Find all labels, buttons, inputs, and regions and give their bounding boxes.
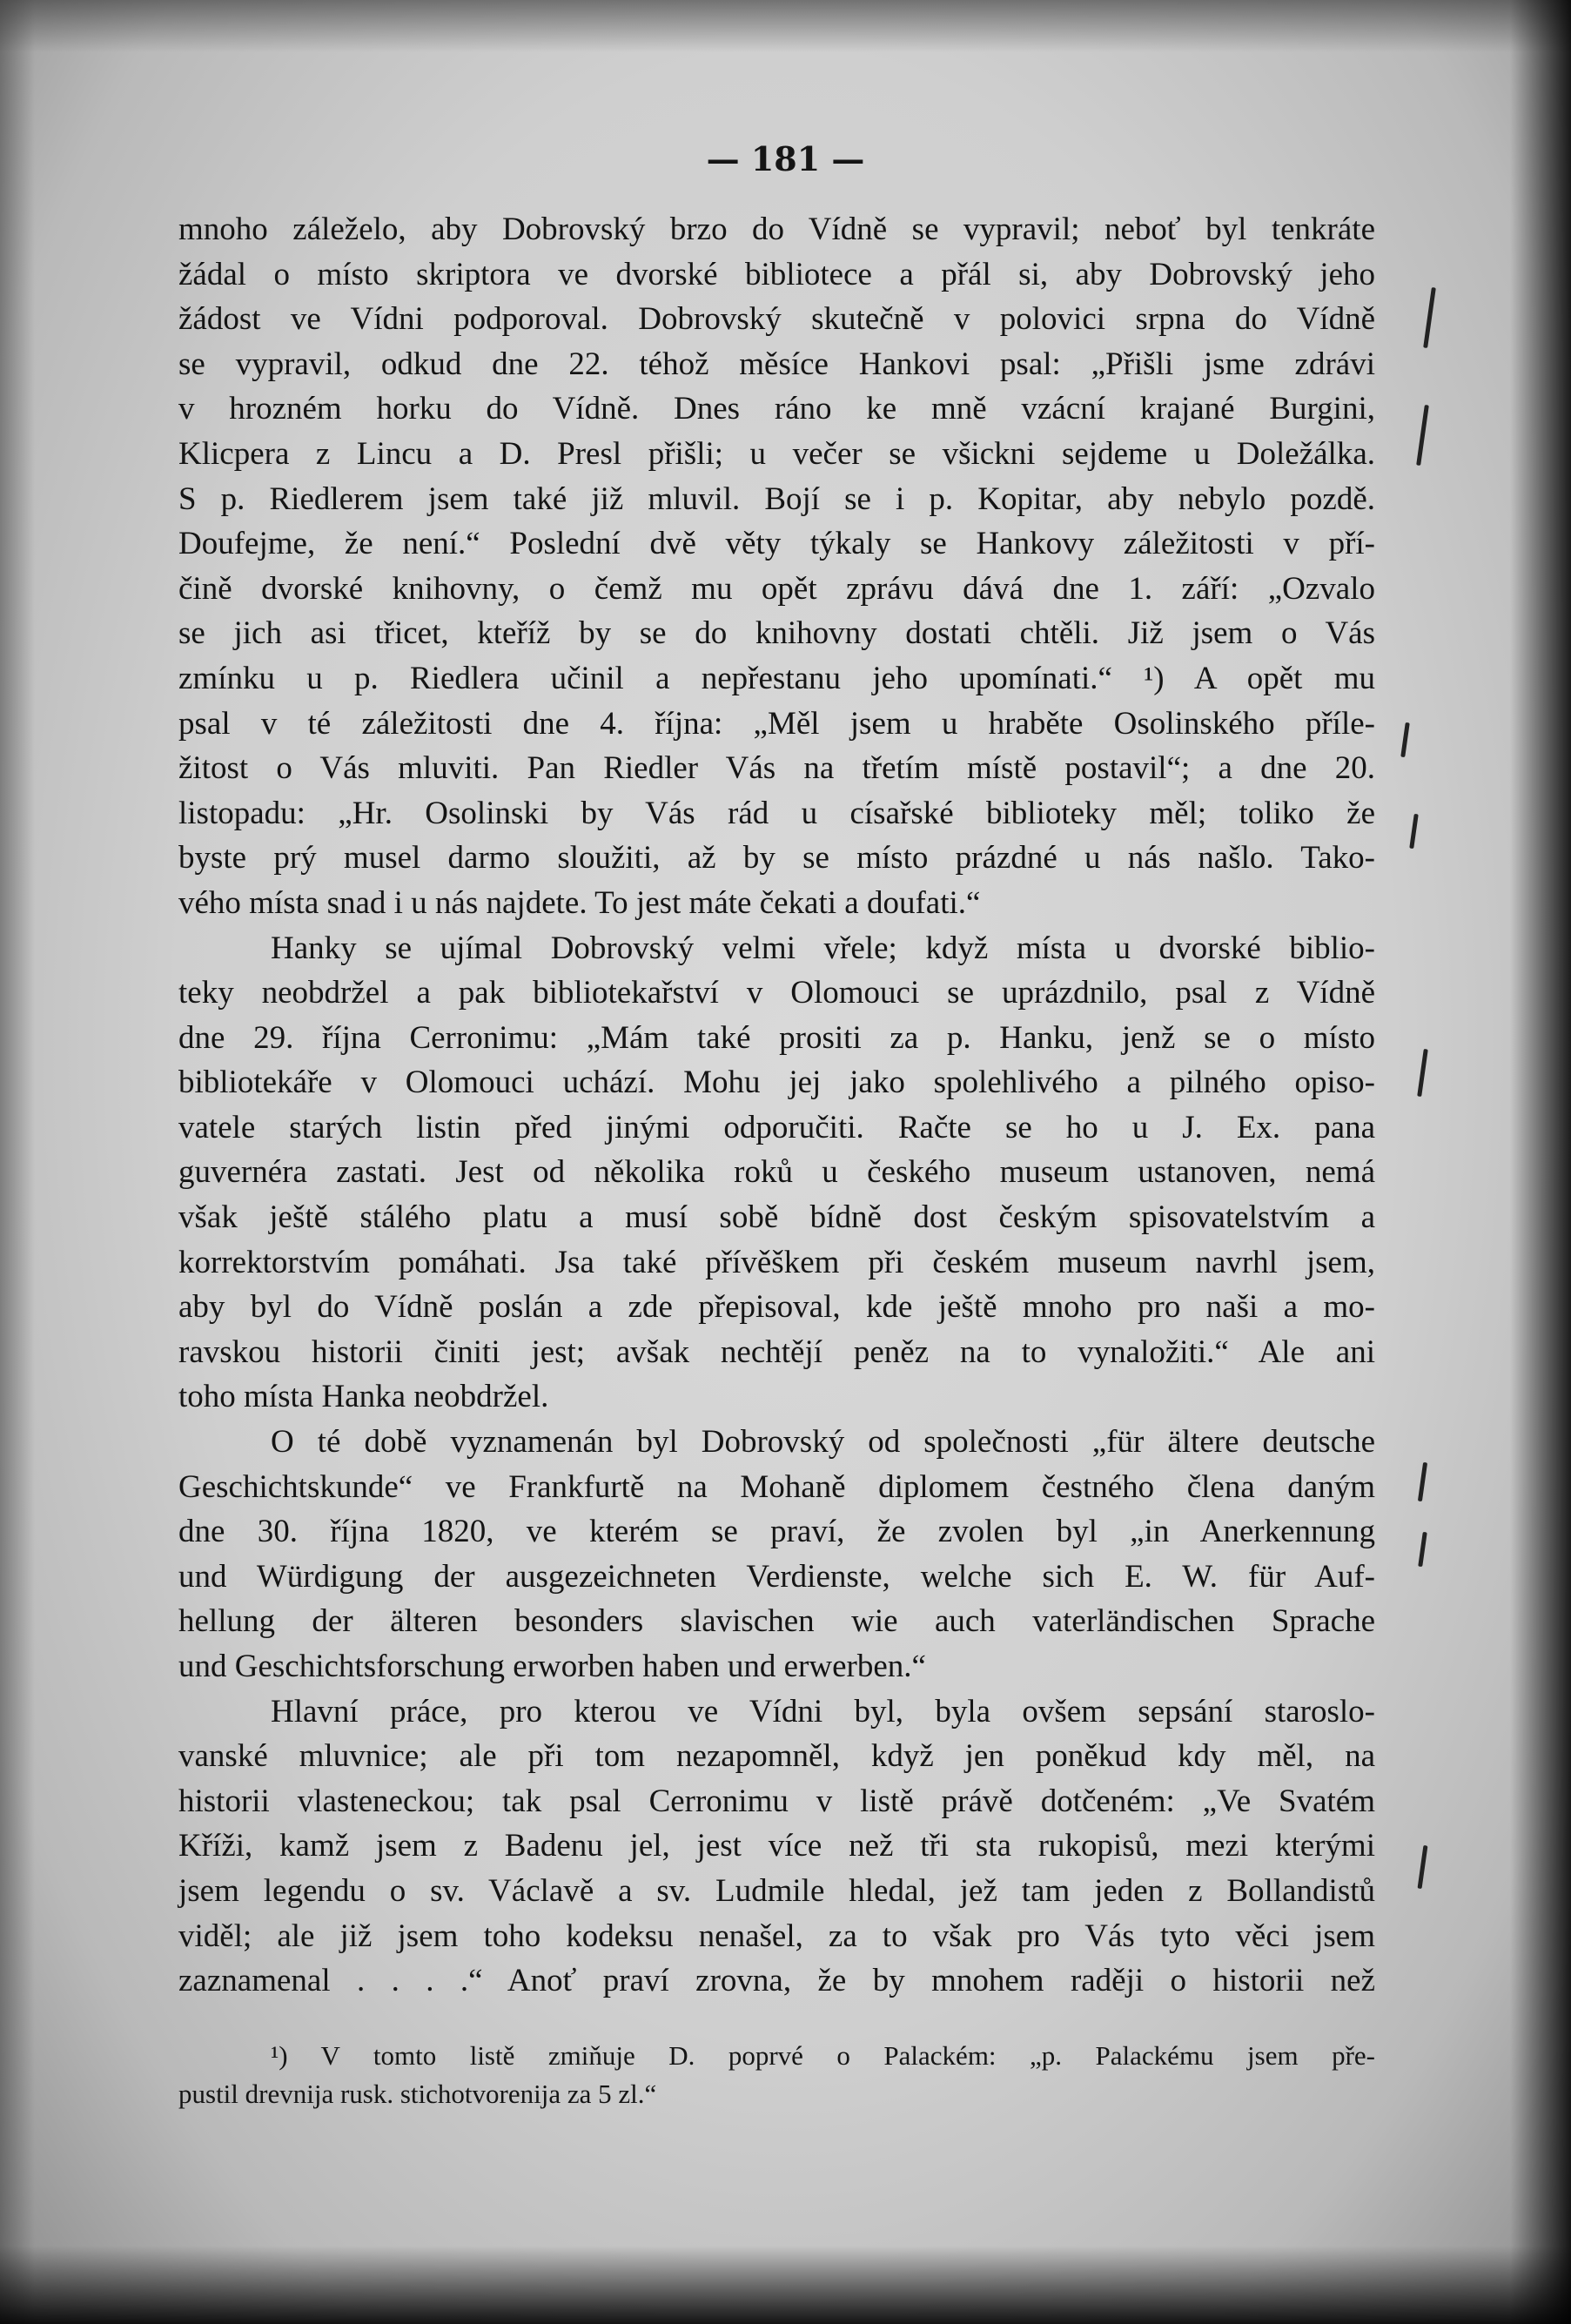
text-line: dne 29. října Cerronimu: „Mám také prositi za p. Hanku, jenž se o místo (178, 1019, 1375, 1056)
margin-pencil-mark (1418, 1532, 1427, 1567)
text-line: historii vlasteneckou; tak psal Cerronimu v listě právě dotčeném: „Ve Svatém (178, 1783, 1375, 1819)
text-line: O té době vyznamenán byl Dobrovský od společnosti „für ältere deutsche (271, 1424, 1375, 1461)
text-line: však ještě stálého platu a musí sobě bídně dost českým spisovatelstvím a (178, 1199, 1375, 1236)
text-line: Kříži, kamž jsem z Badenu jel, jest více než tři sta rukopisů, mezi kterými (178, 1828, 1375, 1864)
margin-pencil-mark (1423, 287, 1436, 348)
text-line: S p. Riedlerem jsem také již mluvil. Bojí se i p. Kopitar, aby nebylo pozdě. (178, 480, 1375, 517)
footnote-line: pustil drevnija rusk. stichotvorenija za 5 zl.“ (178, 2079, 657, 2109)
text-line: zmínku u p. Riedlera učinil a nepřestanu jeho upomínati.“ ¹) A opět mu (178, 660, 1375, 696)
scan-shadow-right (1510, 0, 1571, 2324)
text-line: mnoho záleželo, aby Dobrovský brzo do Vídně se vypravil; neboť byl tenkráte (178, 212, 1375, 247)
text-line: teky neobdržel a pak bibliotekařství v Olomouci se uprázdnilo, psal z Vídně (178, 975, 1375, 1011)
text-line: dne 30. října 1820, ve kterém se praví, že zvolen byl „in Anerkennung (178, 1514, 1375, 1550)
footnotes (178, 2037, 1375, 2113)
text-line: žitost o Vás mluviti. Pan Riedler Vás na třetím místě postavil“; a dne 20. (178, 750, 1375, 787)
footnote-line: ¹) V tomto listě zmiňuje D. poprvé o Palackém: „p. Palackému jsem pře- (271, 2040, 1375, 2071)
text-line: Klicpera z Lincu a D. Presl přišli; u večer se všickni sejdeme u Doležálka. (178, 435, 1375, 472)
margin-pencil-mark (1417, 1049, 1428, 1097)
text-line: hellung der älteren besonders slavischen wie auch vaterländischen Sprache (178, 1603, 1375, 1640)
page-number: — 181 — (706, 139, 865, 178)
text-line: Hlavní práce, pro kterou ve Vídni byl, byla ovšem sepsání staroslo- (271, 1693, 1375, 1730)
text-line: vatele starých listin před jinými odporučiti. Račte se ho u J. Ex. pana (178, 1109, 1375, 1145)
text-line: vého místa snad i u nás najdete. To jest máte čekati a doufati.“ (178, 884, 981, 921)
text-line: se vypravil, odkud dne 22. téhož měsíce Hankovi psal: „Přišli jsme zdrávi (178, 346, 1375, 382)
text-line: toho místa Hanka neobdržel. (178, 1379, 549, 1415)
text-line: Geschichtskunde“ ve Frankfurtě na Mohaně diplomem čestného člena daným (178, 1468, 1375, 1505)
margin-pencil-mark (1418, 1845, 1428, 1889)
text-line: psal v té záležitosti dne 4. října: „Měl jsem u hraběte Osolinského příle- (178, 705, 1375, 742)
scan-shadow-left (0, 0, 35, 2324)
text-line: aby byl do Vídně poslán a zde přepisoval, kde ještě mnoho pro naši a mo- (178, 1289, 1375, 1326)
text-line: und Geschichtsforschung erworben haben und erwerben.“ (178, 1649, 926, 1684)
text-line: Doufejme, že není.“ Poslední dvě věty týkaly se Hankovy záležitosti v pří- (178, 526, 1375, 562)
text-line: v hrozném horku do Vídně. Dnes ráno ke mně vzácní krajané Burgini, (178, 391, 1375, 427)
scan-shadow-top (0, 0, 1571, 52)
text-line: byste prý musel darmo sloužiti, až by se místo prázdné u nás našlo. Tako- (178, 840, 1375, 877)
scan-shadow-bottom (0, 2246, 1571, 2324)
margin-pencil-mark (1418, 1462, 1427, 1501)
text-line: listopadu: „Hr. Osolinski by Vás rád u císařské biblioteky měl; toliko že (178, 795, 1375, 831)
text-line: korrektorstvím pomáhati. Jsa také přívěškem při českém museum navrhl jsem, (178, 1244, 1375, 1280)
text-line: Hanky se ujímal Dobrovský velmi vřele; když místa u dvorské biblio- (271, 930, 1375, 966)
text-line: viděl; ale již jsem toho kodeksu nenašel, za to však pro Vás tyto věci jsem (178, 1918, 1375, 1954)
text-line: čině dvorské knihovny, o čemž mu opět zprávu dává dne 1. září: „Ozvalo (178, 570, 1375, 607)
margin-pencil-mark (1400, 722, 1410, 757)
text-line: bibliotekáře v Olomouci uchází. Mohu jej jako spolehlivého a pilného opiso- (178, 1065, 1375, 1101)
text-line: jsem legendu o sv. Václavě a sv. Ludmile hledal, jež tam jeden z Bollandistů (178, 1872, 1375, 1909)
text-line: žádost ve Vídni podporoval. Dobrovský skutečně v polovici srpna do Vídně (178, 301, 1375, 338)
text-line: ravskou historii činiti jest; avšak nechtějí peněz na to vynaložiti.“ Ale ani (178, 1333, 1375, 1370)
text-line: žádal o místo skriptora ve dvorské bibliotece a přál si, aby Dobrovský jeho (178, 256, 1375, 292)
text-line: vanské mluvnice; ale při tom nezapomněl, když jen poněkud kdy měl, na (178, 1738, 1375, 1775)
text-line: guvernéra zastati. Jest od několika roků u českého museum ustanoven, nemá (178, 1154, 1375, 1191)
text-line: und Würdigung der ausgezeichneten Verdienste, welche sich E. W. für Auf- (178, 1558, 1375, 1595)
body-text (178, 207, 1375, 2004)
text-line: zaznamenal . . . .“ Anoť praví zrovna, že by mnohem raději o historii než (178, 1963, 1375, 1999)
margin-pencil-mark (1409, 814, 1419, 849)
text-line: se jich asi třicet, kteříž by se do knihovny dostati chtěli. Již jsem o Vás (178, 615, 1375, 652)
margin-pencil-mark (1416, 405, 1429, 466)
